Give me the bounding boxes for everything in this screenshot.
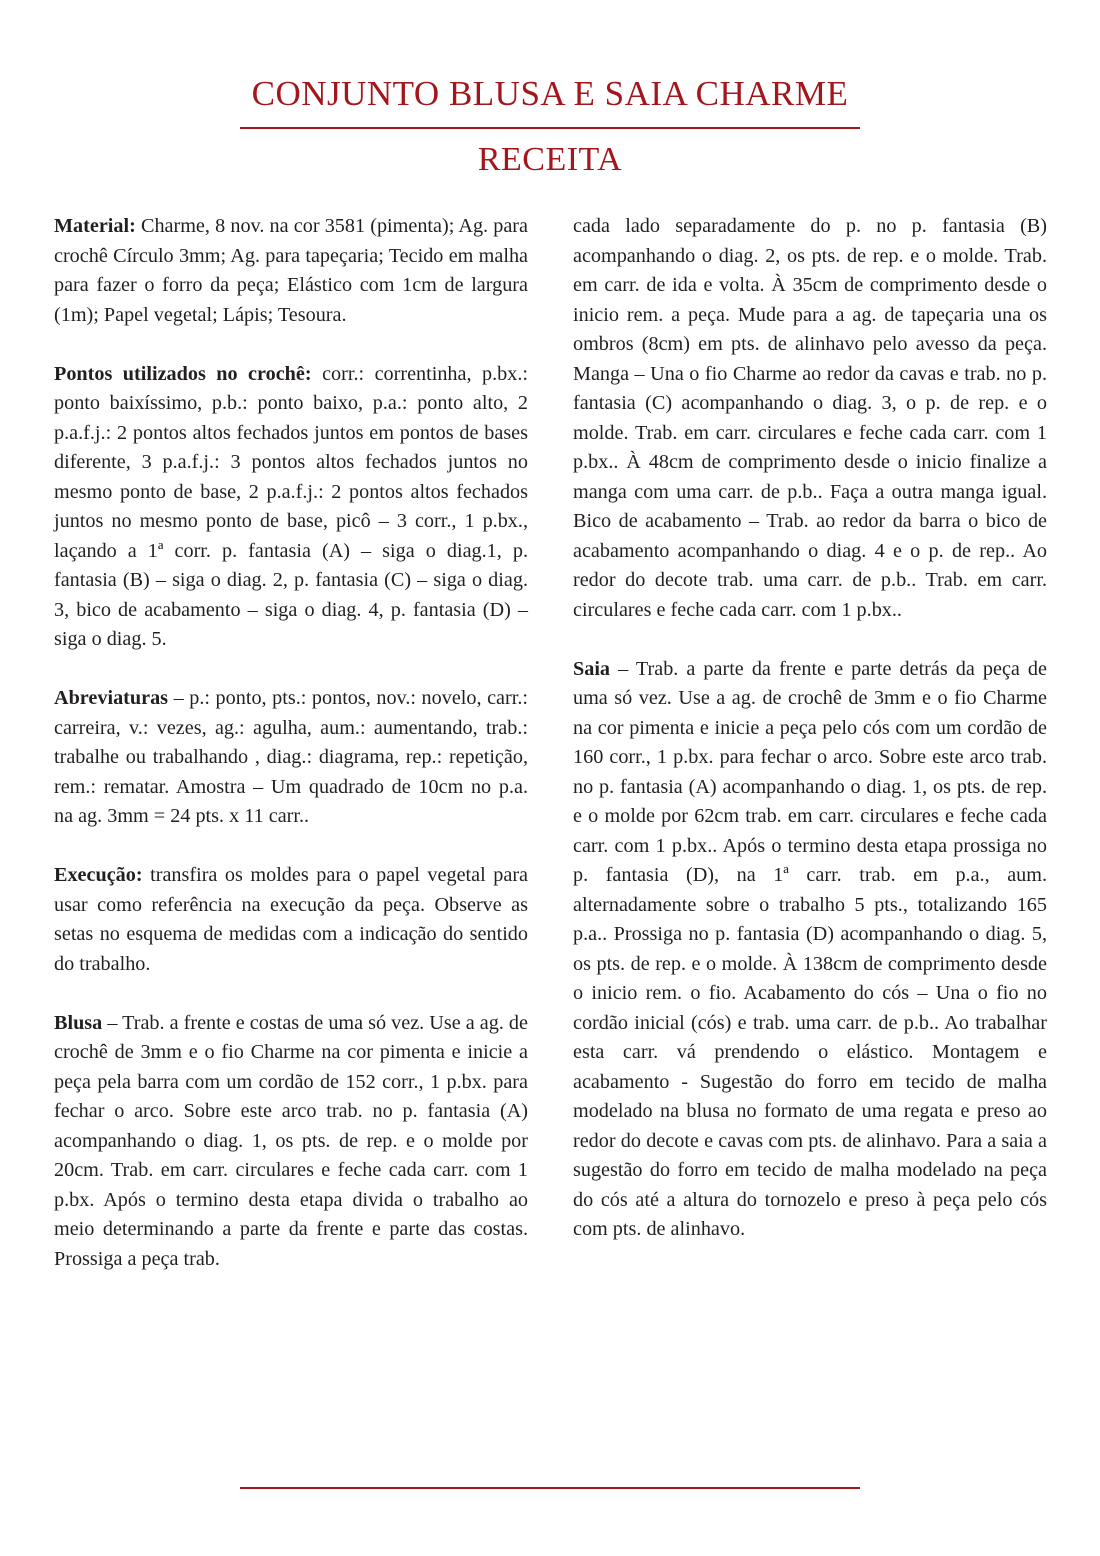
- left-column: [54, 212, 528, 1304]
- abreviaturas-text: – p.: ponto, pts.: pontos, nov.: novelo, carr.: carreira, v.: vezes, ag.: agulha, aum.: aumentando, trab.: trabalhe ou trabalhando , diag.: diagrama, rep.: repetição, rem.: rematar. Amostra – Um quadrado de 10cm no p.a. na ag. 3mm = 24 pts. x 11 carr..: [54, 687, 528, 827]
- saia-label: Saia: [573, 657, 611, 680]
- saia-section: [573, 655, 1047, 1245]
- right-column: [573, 212, 1047, 1274]
- pontos-section: [54, 360, 528, 655]
- saia-text: – Trab. a parte da frente e parte detrás da peça de uma só vez. Use a ag. de crochê de 3mm e o fio Charme na cor pimenta e inicie a peça pelo cós com um cordão de 160 corr., 1 p.bx. para fechar o arco. Sobre este arco trab. no p. fantasia (A) acompanhando o diag. 1, os pts. de rep. e o molde por 62cm trab. em carr. circulares e feche cada carr. com 1 p.bx.. Após o termino desta etapa prossiga no p. fantasia (D), na 1ª carr. trab. em p.a., aum. alternadamente sobre o trabalho 5 pts., totalizando 165 p.a.. Prossiga no p. fantasia (D) acompanhando o diag. 5, os pts. de rep. e o molde. À 138cm de comprimento desde o inicio rem. o fio. Acabamento do cós – Una o fio no cordão inicial (cós) e trab. uma carr. de p.b.. Ao trabalhar esta carr. vá prendendo o elástico. Montagem e acabamento - Sugestão do forro em tecido de malha modelado na blusa no formato de uma regata e preso ao redor do decote e cavas com pts. de alinhavo. Para a saia a sugestão do forro em tecido de malha modelado na peça do cós até a altura do tornozelo e preso à peça pelo cós com pts. de alinhavo.: [573, 657, 1047, 1240]
- page-title: CONJUNTO BLUSA E SAIA CHARME: [251, 74, 849, 113]
- material-text: Charme, 8 nov. na cor 3581 (pimenta); Ag. para crochê Círculo 3mm; Ag. para tapeçaria; Tecido em malha para fazer o forro da peça; Elástico com 1cm de largura (1m); Papel vegetal; Lápis; Tesoura.: [54, 215, 528, 326]
- blusa-section: [54, 1009, 528, 1275]
- blusa-continued-section: [573, 212, 1047, 625]
- material-label: Material:: [54, 215, 136, 237]
- blusa-text: – Trab. a frente e costas de uma só vez. Use a ag. de crochê de 3mm e o fio Charme na cor pimenta e inicie a peça pela barra com um cordão de 152 corr., 1 p.bx. para fechar o arco. Sobre este arco trab. no p. fantasia (A) acompanhando o diag. 1, os pts. de rep. e o molde por 20cm. Trab. em carr. circulares e feche cada carr. com 1 p.bx. Após o termino desta etapa divida o trabalho ao meio determinando a parte da frente e parte das costas. Prossiga a peça trab.: [54, 1011, 528, 1270]
- page-subtitle: RECEITA: [477, 141, 623, 178]
- execucao-section: [54, 861, 528, 979]
- material-section: [54, 212, 528, 330]
- pontos-label: Pontos utilizados no crochê:: [54, 362, 312, 385]
- footer-divider: [240, 1487, 860, 1489]
- blusa-continued-text: cada lado separadamente do p. no p. fantasia (B) acompanhando o diag. 2, os pts. de rep. e o molde. Trab. em carr. de ida e volta. À 35cm de comprimento desde o inicio rem. a peça. Mude para a ag. de tapeçaria una os ombros (8cm) em pts. de alinhavo pelo avesso da peça. Manga – Una o fio Charme ao redor da cavas e trab. no p. fantasia (C) acompanhando o diag. 3, o p. de rep. e o molde. Trab. em carr. circulares e feche cada carr. com 1 p.bx.. À 48cm de comprimento desde o inicio finalize a manga com uma carr. de p.b.. Faça a outra manga igual. Bico de acabamento – Trab. ao redor da barra o bico de acabamento acompanhando o diag. 4 e o p. de rep.. Ao redor do decote trab. uma carr. de p.b.. Trab. em carr. circulares e feche cada carr. com 1 p.bx..: [573, 215, 1047, 621]
- abreviaturas-label: Abreviaturas: [54, 687, 169, 709]
- blusa-label: Blusa: [54, 1011, 103, 1034]
- title-divider: [240, 127, 860, 129]
- abreviaturas-section: [54, 684, 528, 832]
- execucao-label: Execução:: [54, 864, 143, 886]
- execucao-text: transfira os moldes para o papel vegetal para usar como referência na execução da peça. Observe as setas no esquema de medidas com a indicação do sentido do trabalho.: [54, 864, 528, 975]
- pontos-text: corr.: correntinha, p.bx.: ponto baixíssimo, p.b.: ponto baixo, p.a.: ponto alto, 2 p.a.f.j.: 2 pontos altos fechados juntos em pontos de bases diferente, 3 p.a.f.j.: 3 pontos altos fechados juntos no mesmo ponto de base, 2 p.a.f.j.: 2 pontos altos fechados juntos no mesmo ponto de base, picô – 3 corr., 1 p.bx., laçando a 1ª corr. p. fantasia (A) – siga o diag.1, p. fantasia (B) – siga o diag. 2, p. fantasia (C) – siga o diag. 3, bico de acabamento – siga o diag. 4, p. fantasia (D) – siga o diag. 5.: [54, 362, 528, 650]
